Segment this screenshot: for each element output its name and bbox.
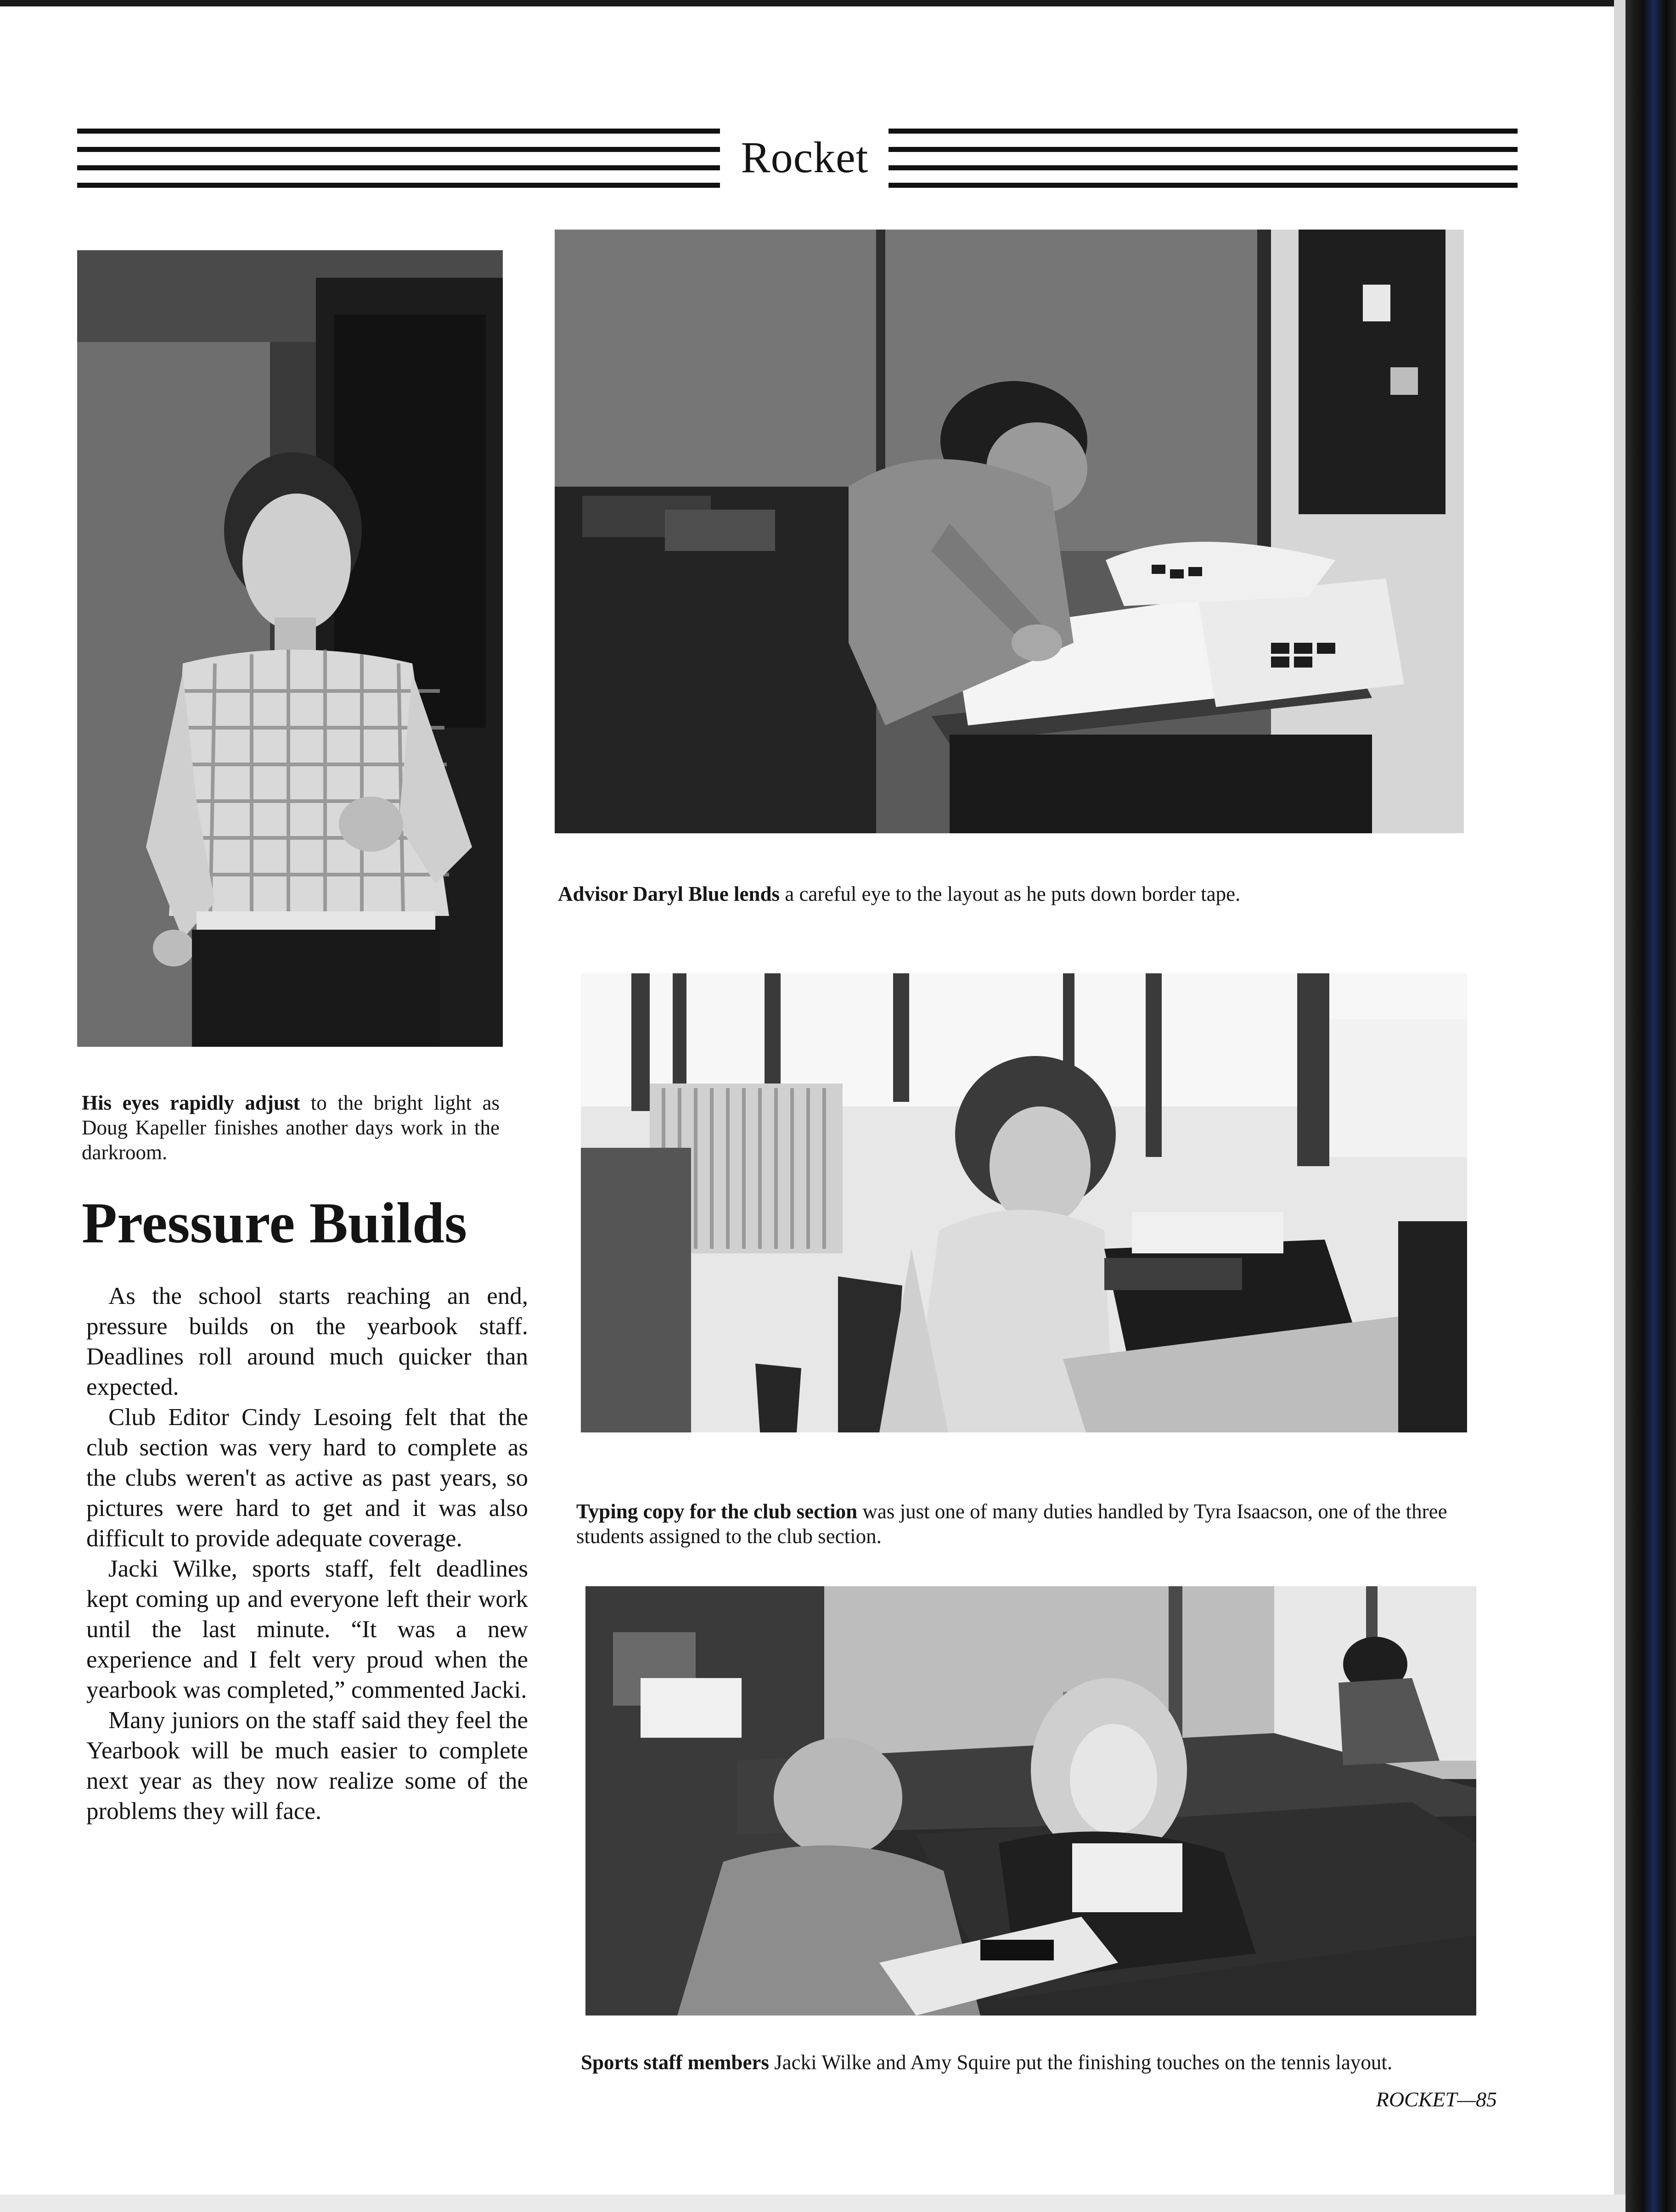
section-title: Rocket (741, 133, 869, 182)
page-edge (1614, 0, 1625, 2212)
caption-lead: Sports staff members (581, 2051, 769, 2074)
article-paragraph: Club Editor Cindy Lesoing felt that the club section was very hard to complete as the clubs weren't as active as past years, so pictures were hard to get and it was also difficult to provide adequate coverage. (86, 1404, 528, 1552)
article-headline: Pressure Builds (82, 1191, 467, 1255)
caption-text: Jacki Wilke and Amy Squire put the finishing touches on the tennis layout. (769, 2051, 1393, 2074)
scan-top-edge (0, 0, 1676, 6)
photo-sports-staff (585, 1586, 1476, 2016)
article-paragraph: Jacki Wilke, sports staff, felt deadlines kept coming up and everyone left their work until the last minute. “It was a new experience and I felt very proud when the yearbook was completed,” commented Jacki. (86, 1555, 528, 1703)
photo-typing-student (581, 973, 1467, 1432)
binding-strip (1625, 0, 1676, 2212)
caption-sports (581, 2050, 1476, 2075)
article-paragraph: Many juniors on the staff said they feel the Yearbook will be much easier to complete next year as they now realize some of the problems they will face. (86, 1707, 528, 1825)
caption-text: to the bright light as Doug Kapeller finishes another days work in the darkroom. (82, 1091, 500, 1164)
photo-advisor-layout (555, 230, 1464, 833)
caption-lead: Typing copy for the club section (576, 1500, 858, 1523)
header-rule-right (889, 129, 1518, 188)
caption-text: a careful eye to the layout as he puts down border tape. (779, 882, 1241, 905)
caption-typing (576, 1499, 1476, 1549)
caption-darkroom (82, 1090, 500, 1165)
scan-bottom-edge (0, 2195, 1625, 2212)
caption-advisor (558, 881, 1467, 906)
header-rule-left (77, 129, 720, 188)
caption-lead: His eyes rapidly adjust (82, 1091, 300, 1114)
caption-text: was just one of many duties handled by Tyra Isaacson, one of the three students assigned to the club section. (576, 1500, 1447, 1548)
article-paragraph: As the school starts reaching an end, pressure builds on the yearbook staff. Deadlines roll around much quicker than expected. (86, 1283, 528, 1400)
page-folio: ROCKET—85 (1376, 2088, 1497, 2111)
photo-darkroom-student (77, 250, 503, 1047)
article-body (86, 1281, 528, 1826)
caption-lead: Advisor Daryl Blue lends (558, 882, 780, 905)
